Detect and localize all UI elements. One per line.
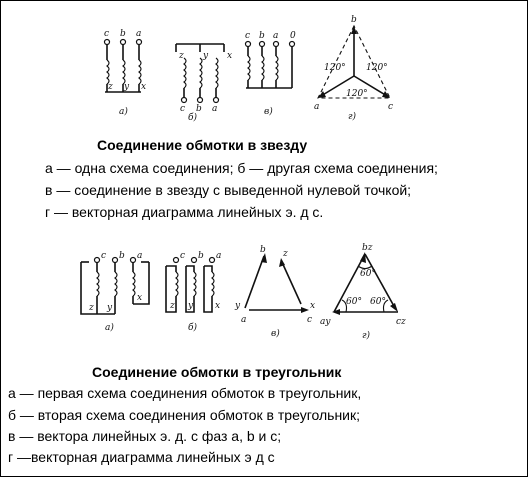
delta-g-caption: г): [362, 331, 371, 341]
delta-a-top-b: b: [119, 251, 125, 261]
delta-desc-4: г —векторная диаграмма линейных э д с: [8, 449, 275, 465]
delta-title: Соединение обмотки в треугольник: [92, 364, 342, 380]
star-fig-b: [170, 40, 235, 123]
delta-g-angle-right: 60°: [370, 297, 386, 307]
delta-g-angle-left: 60°: [346, 297, 362, 307]
star-desc-1: а — одна схема соединения; б — другая схема соединения;: [45, 160, 438, 176]
star-v-top-c: c: [245, 31, 251, 41]
delta-a-top-c: c: [101, 251, 107, 261]
star-fig-v: [240, 32, 315, 120]
star-g-caption: г): [348, 112, 357, 122]
delta-a-bot-x: x: [137, 293, 143, 303]
delta-b-bot-y: y: [188, 301, 194, 311]
delta-v-caption: в): [271, 329, 280, 339]
star-a-bot-y: y: [124, 82, 130, 92]
star-title: Соединение обмотки в звезду: [97, 137, 308, 153]
delta-g-vertex-bz: bz: [362, 243, 373, 253]
delta-fig-b: [160, 252, 230, 332]
star-g-angle-3: 120°: [346, 89, 368, 99]
star-a-bot-z: z: [108, 82, 113, 92]
star-v-caption: в): [264, 107, 273, 117]
delta-b-top-c: c: [180, 251, 186, 261]
star-v-top-0: 0: [290, 31, 296, 41]
delta-b-caption: б): [188, 323, 198, 333]
delta-desc-1: а — первая схема соединения обмоток в треугольник,: [8, 385, 362, 401]
star-a-caption: а): [119, 107, 128, 117]
delta-v-label-a: a: [241, 315, 247, 325]
star-g-vertex-a: a: [314, 102, 320, 112]
delta-g-vertex-cz: cz: [396, 317, 406, 327]
star-fig-a: [95, 30, 155, 120]
delta-fig-g: [318, 242, 413, 342]
star-a-bot-x: x: [141, 82, 147, 92]
star-b-top-y: y: [203, 51, 209, 61]
delta-v-label-y: y: [235, 301, 241, 311]
delta-a-bot-y: y: [107, 303, 113, 313]
star-g-vertex-c: c: [388, 102, 394, 112]
star-desc-2: в — соединение в звезду с выведенной нулевой точкой;: [45, 182, 412, 198]
star-g-vertex-b: b: [351, 15, 357, 25]
delta-a-top-a: a: [137, 251, 143, 261]
delta-v-label-z: z: [283, 249, 288, 259]
star-b-caption: б): [188, 113, 198, 123]
star-b-bot-a: a: [212, 104, 218, 114]
star-b-bot-c: c: [180, 104, 186, 114]
star-b-bot-b: b: [196, 104, 202, 114]
star-desc-3: г — векторная диаграмма линейных э. д с.: [45, 204, 324, 220]
delta-g-angle-top: 60°: [360, 269, 376, 279]
delta-g-vertex-ay: ay: [320, 317, 331, 327]
delta-v-label-b: b: [260, 245, 266, 255]
star-v-top-b: b: [259, 31, 265, 41]
delta-a-caption: а): [105, 323, 114, 333]
delta-b-top-b: b: [198, 251, 204, 261]
delta-desc-3: в — вектора линейных э. д. с фаз a, b и c;: [8, 428, 282, 444]
delta-v-label-c: c: [307, 315, 313, 325]
star-fig-g: [312, 15, 397, 122]
star-v-top-a: a: [273, 31, 279, 41]
delta-fig-a: [75, 252, 155, 332]
delta-v-label-x: x: [310, 301, 316, 311]
star-a-top-a: a: [136, 29, 142, 39]
star-g-angle-2: 120°: [366, 63, 388, 73]
delta-b-top-a: a: [216, 251, 222, 261]
delta-fig-v: [235, 245, 320, 340]
star-a-top-c: c: [104, 29, 110, 39]
delta-desc-2: б — вторая схема соединения обмоток в треугольник;: [8, 407, 361, 423]
star-b-top-z: z: [179, 51, 184, 61]
delta-b-bot-x: x: [215, 301, 221, 311]
delta-a-bot-z: z: [89, 303, 94, 313]
star-g-angle-1: 120°: [324, 63, 346, 73]
star-a-top-b: b: [120, 29, 126, 39]
star-b-top-x: x: [227, 51, 233, 61]
delta-b-bot-z: z: [170, 301, 175, 311]
